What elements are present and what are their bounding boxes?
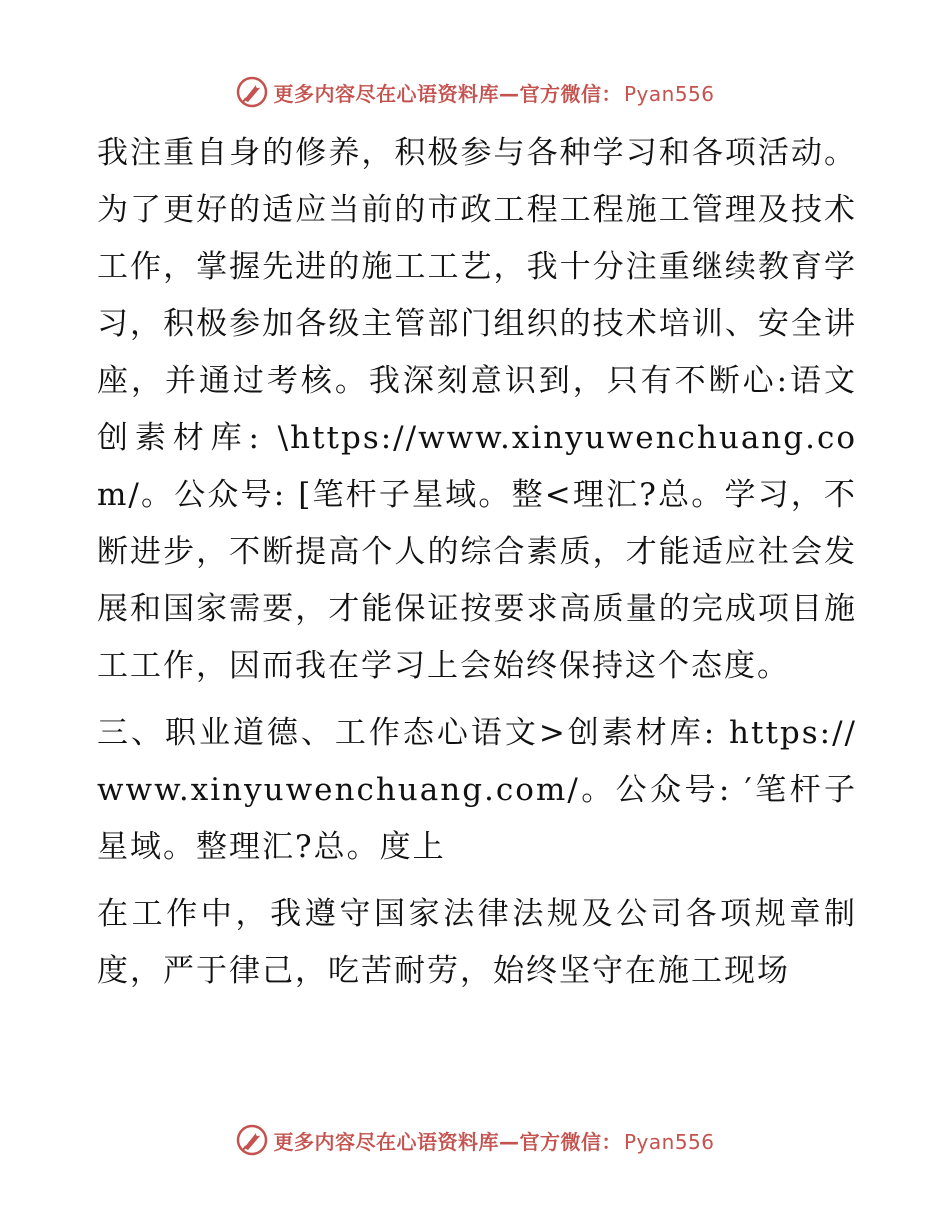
document-body xyxy=(97,125,857,1000)
footer-watermark-banner xyxy=(0,1120,950,1160)
watermark-text: 更多内容尽在心语资料库—官方微信： Pyan556 xyxy=(273,81,715,106)
header-watermark-banner xyxy=(0,72,950,112)
wechat-id: Pyan556 xyxy=(623,81,715,106)
paragraph-professional-ethics-heading: 三、职业道德、工作态心语文>创素材库: https://www.xinyuwenchuang.com/。公众号: ′笔杆子星域。整理汇?总。度上 xyxy=(97,715,857,865)
pen-logo-icon xyxy=(235,1123,269,1157)
watermark-text: 更多内容尽在心语资料库—官方微信： Pyan556 xyxy=(273,1129,715,1154)
paragraph-work-discipline: 在工作中，我遵守国家法律法规及公司各项规章制度，严于律己，吃苦耐劳，始终坚守在施工现场 xyxy=(97,896,857,989)
pen-logo-icon xyxy=(235,75,269,109)
paragraph-self-improvement: 我注重自身的修养，积极参与各种学习和各项活动。为了更好的适应当前的市政工程工程施工管理及技术工作，掌握先进的施工工艺，我十分注重继续教育学习，积极参加各级主管部门组织的技术培训、安全讲座，并通过考核。我深刻意识到，只有不断心:语文创素材库: \https://www.xinyuwenchuang.com/。公众号: [笔杆子星域。整<理汇?总。学习，不断进步，不断提高个人的综合素质，才能适应社会发展和国家需要，才能保证按要求高质量的完成项目施工工作，因而我在学习上会始终保持这个态度。 xyxy=(97,135,857,684)
wechat-id: Pyan556 xyxy=(623,1129,715,1154)
